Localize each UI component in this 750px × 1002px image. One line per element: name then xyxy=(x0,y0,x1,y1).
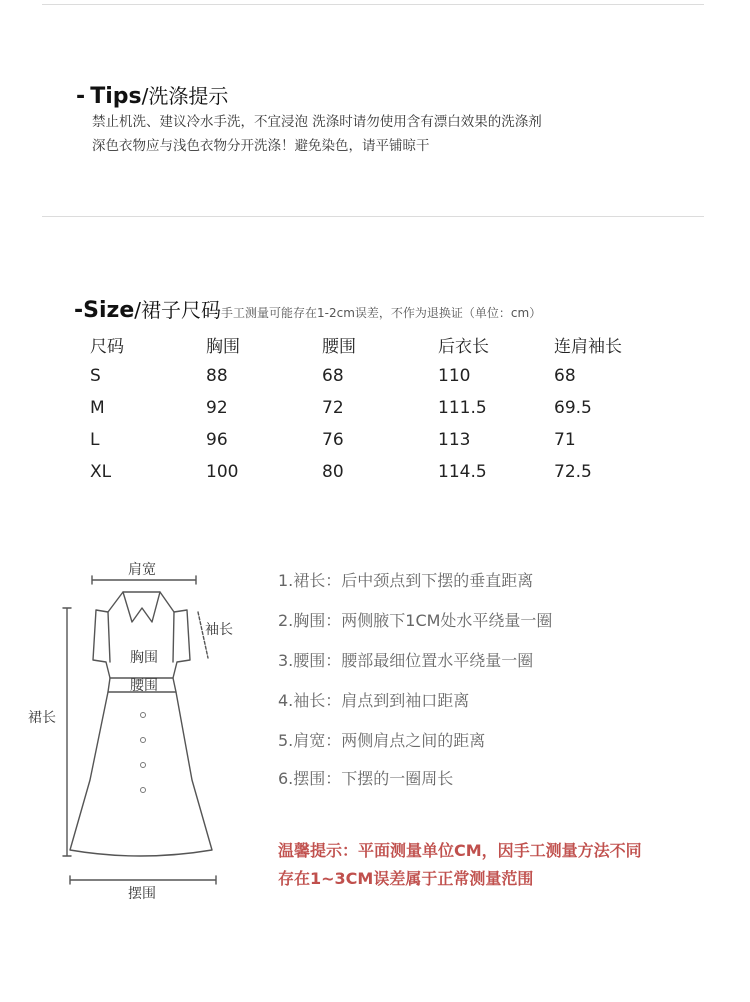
dress-button xyxy=(141,713,146,718)
table-cell: XL xyxy=(90,462,112,482)
tips-title-en: Tips xyxy=(90,84,142,109)
label-sleeve: 袖长 xyxy=(205,622,233,638)
table-cell: 76 xyxy=(322,430,344,450)
table-row xyxy=(90,392,670,424)
table-cell: 88 xyxy=(206,366,228,386)
header-waist: 腰围 xyxy=(322,336,356,357)
warm-tip-line: 存在1~3CM误差属于正常测量范围 xyxy=(278,869,534,888)
tips-dash: - xyxy=(76,84,86,109)
dress-button xyxy=(141,763,146,768)
table-cell: 96 xyxy=(206,430,228,450)
length-measure-line xyxy=(63,608,71,856)
legend-item: 3.腰围：腰部最细位置水平绕量一圈 xyxy=(278,651,534,670)
size-dash: - xyxy=(74,298,84,323)
table-cell: 110 xyxy=(438,366,471,386)
header-bust: 胸围 xyxy=(206,336,240,357)
tips-heading xyxy=(76,80,228,109)
label-waist: 腰围 xyxy=(130,678,158,694)
table-cell: 72 xyxy=(322,398,344,418)
tips-line: 禁止机洗、建议冷水手洗，不宜浸泡 洗涤时请勿使用含有漂白效果的洗涤剂 xyxy=(92,114,542,130)
size-heading xyxy=(74,294,541,323)
table-cell: 111.5 xyxy=(438,398,487,418)
legend-item: 5.肩宽：两侧肩点之间的距离 xyxy=(278,731,486,750)
tips-line: 深色衣物应与浅色衣物分开洗涤！避免染色，请平铺晾干 xyxy=(92,138,430,154)
header-sleeve-length: 连肩袖长 xyxy=(554,336,622,357)
table-cell: 68 xyxy=(554,366,576,386)
legend-item: 1.裙长：后中颈点到下摆的垂直距离 xyxy=(278,571,534,590)
hem-measure-line xyxy=(70,876,216,884)
label-length: 裙长 xyxy=(28,710,56,726)
legend-item: 4.袖长：肩点到到袖口距离 xyxy=(278,691,470,710)
table-row xyxy=(90,456,670,488)
size-note: 手工测量可能存在1-2cm误差，不作为退换证（单位：cm） xyxy=(221,306,542,320)
top-divider xyxy=(42,4,704,5)
legend-item: 6.摆围：下摆的一圈周长 xyxy=(278,769,454,788)
table-cell: 114.5 xyxy=(438,462,487,482)
table-cell: 72.5 xyxy=(554,462,592,482)
table-cell: 113 xyxy=(438,430,471,450)
header-back-length: 后衣长 xyxy=(438,336,489,357)
dress-button xyxy=(141,738,146,743)
size-title-cn: /裙子尺码 xyxy=(134,298,222,322)
table-cell: 100 xyxy=(206,462,239,482)
table-cell: 71 xyxy=(554,430,576,450)
section-divider xyxy=(42,216,704,217)
table-row xyxy=(90,360,670,392)
table-cell: S xyxy=(90,366,101,386)
header-size: 尺码 xyxy=(90,336,124,357)
warm-tip-line: 温馨提示：平面测量单位CM，因手工测量方法不同 xyxy=(278,841,642,860)
tips-title-cn: /洗涤提示 xyxy=(141,84,229,108)
table-cell: 68 xyxy=(322,366,344,386)
dress-outline xyxy=(70,592,212,856)
size-title-en: Size xyxy=(83,298,135,323)
legend-item: 2.胸围：两侧腋下1CM处水平绕量一圈 xyxy=(278,611,553,630)
dress-measurement-diagram xyxy=(20,550,260,905)
table-cell: L xyxy=(90,430,100,450)
size-table xyxy=(90,328,670,488)
table-cell: 80 xyxy=(322,462,344,482)
label-shoulder: 肩宽 xyxy=(128,562,156,578)
table-cell: M xyxy=(90,398,105,418)
table-row xyxy=(90,424,670,456)
table-cell: 69.5 xyxy=(554,398,592,418)
label-bust: 胸围 xyxy=(130,650,158,666)
dress-collar xyxy=(123,592,160,622)
dress-button xyxy=(141,788,146,793)
table-cell: 92 xyxy=(206,398,228,418)
label-hem: 摆围 xyxy=(128,886,156,902)
size-table-header-row xyxy=(90,328,670,360)
